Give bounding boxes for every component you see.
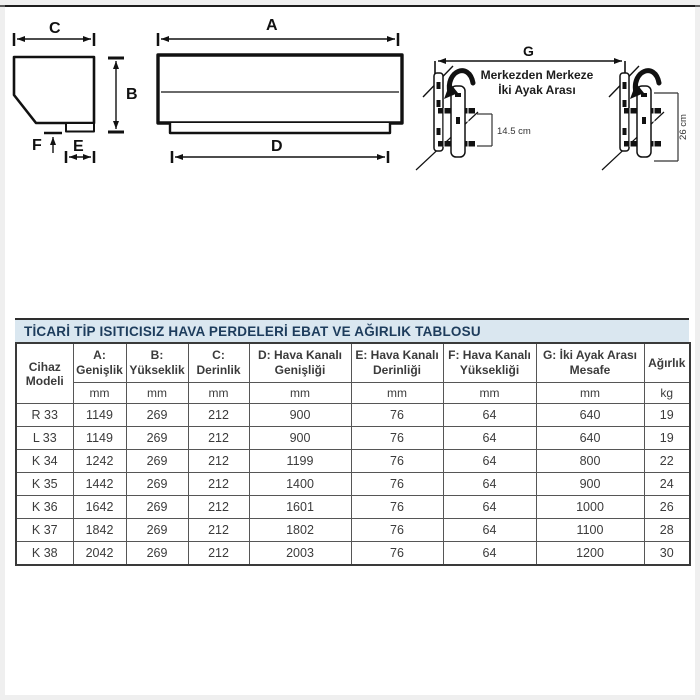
value-cell: 28 [644,519,690,542]
value-cell: 24 [644,473,690,496]
value-cell: 640 [536,404,644,427]
side-view-diagram [14,20,138,163]
unit-cell: mm [188,383,249,404]
front-view-body [158,55,402,123]
value-cell: 212 [188,542,249,566]
value-cell: 269 [126,542,188,566]
value-cell: 26 [644,496,690,519]
unit-row [16,383,690,404]
value-cell: 19 [644,404,690,427]
left-bracket-dim-text: 14.5 cm [497,126,531,137]
value-cell: 30 [644,542,690,566]
column-header-b: B: Yükseklik [126,343,188,383]
value-cell: 64 [443,473,536,496]
value-cell: 64 [443,542,536,566]
value-cell: 22 [644,450,690,473]
value-cell: 76 [351,496,443,519]
model-column-header: Cihaz Modeli [16,343,73,404]
value-cell: 1200 [536,542,644,566]
value-cell: 212 [188,519,249,542]
value-cell: 1842 [73,519,126,542]
value-cell: 76 [351,450,443,473]
table-row [16,519,690,542]
mount-caption-line1: Merkezden Merkeze [480,68,594,82]
model-cell: K 38 [16,542,73,566]
table-row [16,427,690,450]
side-view-body [14,57,94,123]
column-header-c: C: Derinlik [188,343,249,383]
spec-table [15,342,691,566]
column-header-weight: Ağırlık [644,343,690,383]
model-cell: K 36 [16,496,73,519]
table-row [16,496,690,519]
dimension-diagrams [0,0,700,185]
value-cell: 1242 [73,450,126,473]
value-cell: 76 [351,427,443,450]
value-cell: 640 [536,427,644,450]
unit-cell: mm [351,383,443,404]
right-mount-bracket [602,66,689,170]
value-cell: 900 [536,473,644,496]
value-cell: 212 [188,496,249,519]
a-dim-label: A [266,17,278,34]
value-cell: 1199 [249,450,351,473]
unit-cell: mm [443,383,536,404]
unit-cell: mm [249,383,351,404]
value-cell: 269 [126,404,188,427]
table-row [16,542,690,566]
front-view-diagram [158,17,402,163]
c-dim-label: C [49,20,61,37]
e-dim-label: E [73,138,84,155]
b-dim-label: B [126,86,138,103]
value-cell: 64 [443,404,536,427]
model-cell: K 34 [16,450,73,473]
value-cell: 212 [188,450,249,473]
value-cell: 1642 [73,496,126,519]
g-dim-label: G [523,43,534,59]
value-cell: 64 [443,496,536,519]
column-header-a: A: Genişlik [73,343,126,383]
value-cell: 1601 [249,496,351,519]
value-cell: 1100 [536,519,644,542]
value-cell: 64 [443,450,536,473]
unit-cell: kg [644,383,690,404]
spec-table-section [15,318,689,566]
value-cell: 212 [188,427,249,450]
f-dim-label: F [32,137,42,154]
model-cell: R 33 [16,404,73,427]
value-cell: 269 [126,427,188,450]
value-cell: 1802 [249,519,351,542]
value-cell: 800 [536,450,644,473]
mount-view-diagram [416,43,689,170]
spec-table-header [16,343,690,404]
value-cell: 900 [249,427,351,450]
table-row [16,450,690,473]
value-cell: 900 [249,404,351,427]
model-cell: K 35 [16,473,73,496]
value-cell: 2042 [73,542,126,566]
column-header-e: E: Hava Kanalı Derinliği [351,343,443,383]
column-header-g: G: İki Ayak Arası Mesafe [536,343,644,383]
value-cell: 76 [351,542,443,566]
value-cell: 269 [126,496,188,519]
value-cell: 1400 [249,473,351,496]
table-row [16,473,690,496]
value-cell: 1442 [73,473,126,496]
value-cell: 1149 [73,427,126,450]
value-cell: 212 [188,473,249,496]
value-cell: 76 [351,519,443,542]
value-cell: 76 [351,473,443,496]
column-header-f: F: Hava Kanalı Yüksekliği [443,343,536,383]
spec-table-body [16,404,690,566]
table-row [16,404,690,427]
mount-caption-line2: İki Ayak Arası [498,83,576,97]
table-title: TİCARİ TİP ISITICISIZ HAVA PERDELERİ EBAT VE AĞIRLIK TABLOSU [15,318,689,342]
unit-cell: mm [536,383,644,404]
value-cell: 76 [351,404,443,427]
d-dim-label: D [271,138,283,155]
value-cell: 269 [126,473,188,496]
front-view-duct-lip [170,123,390,133]
column-header-d: D: Hava Kanalı Genişliği [249,343,351,383]
value-cell: 2003 [249,542,351,566]
value-cell: 64 [443,519,536,542]
model-cell: K 37 [16,519,73,542]
unit-cell: mm [126,383,188,404]
model-cell: L 33 [16,427,73,450]
value-cell: 269 [126,519,188,542]
value-cell: 212 [188,404,249,427]
right-bracket-dim-text: 26 cm [678,114,689,140]
unit-cell: mm [73,383,126,404]
value-cell: 19 [644,427,690,450]
value-cell: 1149 [73,404,126,427]
value-cell: 64 [443,427,536,450]
value-cell: 269 [126,450,188,473]
value-cell: 1000 [536,496,644,519]
side-view-duct-foot [66,123,94,132]
